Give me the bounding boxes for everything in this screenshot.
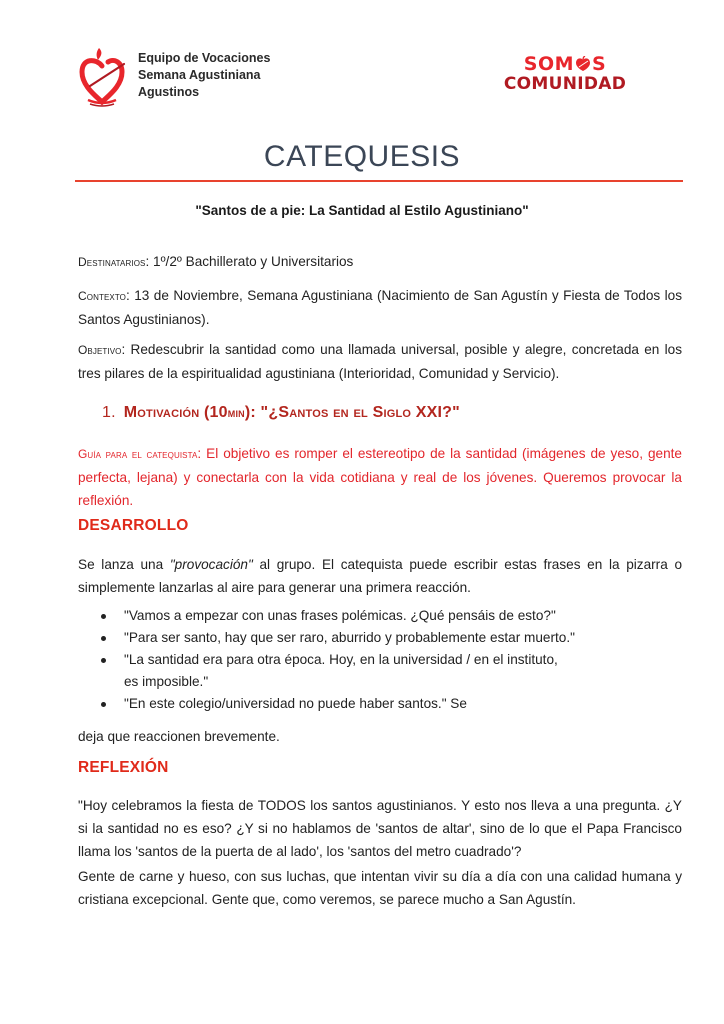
section-title-d: ): "¿Santos en el Siglo XXI?" (244, 404, 460, 421)
list-item-text: "En este colegio/universidad no puede haber santos." Se (124, 696, 467, 711)
somos-wordmark (495, 54, 635, 74)
reflexion-paragraph-1: "Hoy celebramos la fiesta de TODOS los santos agustinianos. Y esto nos lleva a una pregunta. ¿Y si la santidad no es eso? ¿Y si no hablamos de 'santos de altar', sino de lo que el Papa Francisco llama los 'santos de la puerta de al lado', los 'santos del metro cuadrado'? (78, 798, 682, 859)
somos-comunidad-logo (495, 54, 635, 94)
destinatarios-text: 1º/2º Bachillerato y Universitarios (149, 254, 354, 269)
document-subtitle: "Santos de a pie: La Santidad al Estilo Agustiniano" (195, 203, 529, 218)
intro-text-a: Se lanza una (78, 557, 170, 572)
list-item (98, 627, 682, 649)
somos-text-a: SOM (523, 53, 575, 75)
contexto-text: 13 de Noviembre, Semana Agustiniana (Nacimiento de San Agustín y Fiesta de Todos los Santos Agustinianos). (78, 288, 682, 327)
section-title-b: (10 (199, 404, 228, 421)
colon: : (145, 254, 150, 269)
provocation-list (98, 605, 682, 715)
page-title: CATEQUESIS (263, 140, 461, 173)
intro-text-b: al grupo. El catequista puede escribir estas frases en la pizarra o simplemente lanzarlas al aire para generar una primera reacción. (78, 557, 683, 595)
list-item (98, 605, 682, 627)
destinatarios-label: Destinatarios (78, 255, 146, 269)
section-1-heading (102, 404, 460, 422)
title-divider (75, 180, 683, 182)
org-line-3: Agustinos (138, 85, 200, 99)
list-item (98, 693, 682, 715)
objetivo-paragraph (78, 338, 682, 385)
catequista-guide (78, 442, 682, 512)
section-title-c: min (227, 406, 245, 420)
desarrollo-heading: DESARROLLO (78, 517, 189, 534)
reflexion-heading: REFLEXIÓN (78, 759, 169, 776)
agustinos-logo-icon (78, 44, 128, 108)
objetivo-text: Redescubrir la santidad como una llamada universal, posible y alegre, concretada en los tres pilares de la espiritualidad agustiniana (Interioridad, Comunidad y Servicio). (78, 342, 682, 381)
list-item-text: "Vamos a empezar con unas frases polémicas. ¿Qué pensáis de esto?" (124, 608, 556, 623)
bullet-icon (101, 636, 106, 641)
colon: : (121, 342, 126, 357)
organization-name (138, 50, 270, 101)
section-number: 1. (102, 404, 116, 421)
section-title-a: Motivación (123, 404, 200, 421)
heart-apple-icon (575, 56, 591, 72)
list-item-text: "Para ser santo, hay que ser raro, aburrido y probablemente estar muerto." (124, 630, 575, 645)
org-line-2: Semana Agustiniana (138, 68, 261, 82)
guide-text: El objetivo es romper el estereotipo de la santidad (imágenes de yeso, gente perfecta, lejana) y conectarla con la vida cotidiana y real de los jóvenes. Queremos provocar la reflexión. (78, 446, 682, 508)
destinatarios-paragraph (78, 250, 682, 274)
intro-emphasis: "provocación" (169, 557, 253, 572)
comunidad-wordmark: COMUNIDAD (503, 74, 627, 94)
bullet-icon (101, 658, 106, 663)
list-item (98, 649, 682, 693)
contexto-label: Contexto (78, 289, 126, 303)
guide-label: Guía para el catequista (78, 447, 198, 461)
objetivo-label: Objetivo (78, 343, 122, 357)
somos-text-b: S (592, 53, 607, 75)
desarrollo-intro (78, 553, 682, 599)
colon: : (197, 446, 202, 461)
bullet-icon (101, 702, 106, 707)
org-line-1: Equipo de Vocaciones (138, 51, 271, 65)
desarrollo-after: deja que reaccionen brevemente. (78, 729, 280, 744)
colon: : (126, 288, 130, 303)
reflexion-paragraph-2: Gente de carne y hueso, con sus luchas, que intentan vivir su día a día con una calidad humana y cristiana excepcional. Gente que, como veremos, se parece mucho a San Agustín. (78, 869, 682, 907)
bullet-icon (101, 614, 106, 619)
list-item-text: "La santidad era para otra época. Hoy, en la universidad / en el instituto, es imposible." (124, 652, 558, 689)
contexto-paragraph (78, 284, 682, 331)
